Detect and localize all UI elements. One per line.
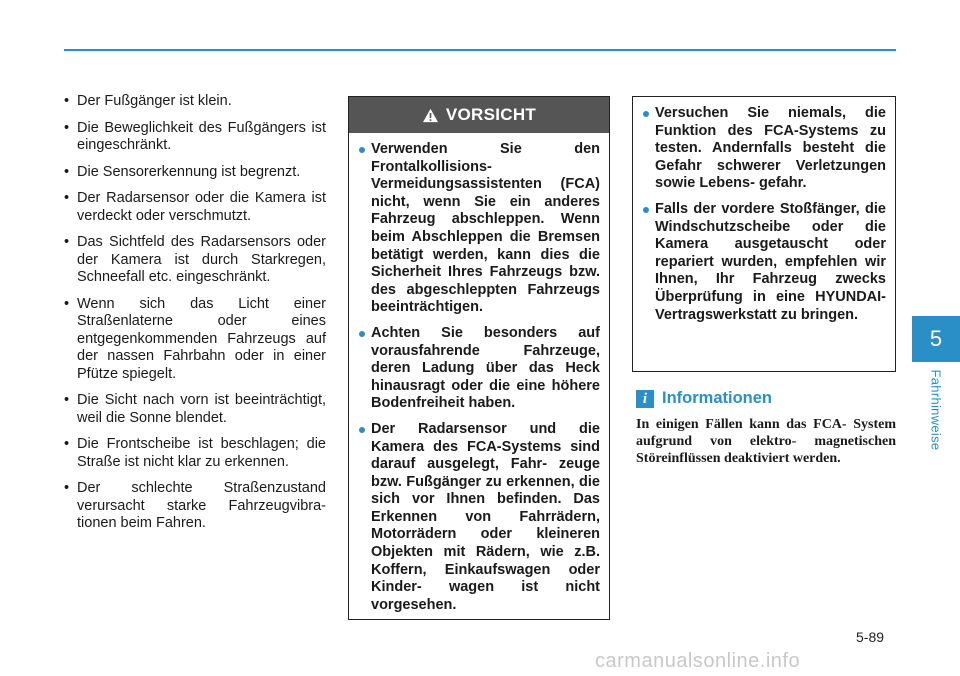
warning-triangle-icon: [422, 108, 439, 123]
information-heading: Informationen: [662, 389, 772, 407]
list-item: • Der Radarsensor oder die Kamera ist verdeckt oder verschmutzt.: [62, 190, 326, 225]
page-number: 5-89: [856, 629, 885, 645]
list-item: • Die Sicht nach vorn ist beeinträchtigt, weil die Sonne blendet.: [62, 392, 326, 427]
caution-box: [348, 96, 610, 620]
condition-list: [62, 93, 326, 533]
left-column: [62, 93, 326, 542]
caution-item: Verwenden Sie den Frontalkollisions- Vermeidungsassistenten (FCA) nicht, wenn Sie ein anderes Fahrzeug abschleppen. Wenn beim Abschleppen die Bremsen betätigt werden, kann dies die Sicherheit Ihres Fahrzeugs bzw. des abgeschleppten Fahrzeugs beeinträchtigen.: [358, 141, 600, 317]
caution-header: [349, 97, 609, 133]
caution-continued-box: [632, 96, 896, 372]
information-block: [636, 389, 896, 467]
watermark: carmanualsonline.info: [595, 650, 801, 672]
info-icon: i: [636, 390, 654, 408]
information-text: In einigen Fällen kann das FCA- System aufgrund von elektro- magnetischen Störeinflüssen deaktiviert werden.: [636, 417, 896, 466]
chapter-tab[interactable]: [912, 316, 960, 362]
caution-continued-list: [642, 105, 886, 324]
top-rule: [64, 49, 896, 51]
list-item: • Die Frontscheibe ist beschlagen; die Straße ist nicht klar zu erkennen.: [62, 436, 326, 471]
chapter-label: Fahrhinweise: [928, 369, 944, 451]
chapter-number: 5: [929, 326, 943, 351]
caution-list: [349, 133, 609, 614]
caution-item: Falls der vordere Stoßfänger, die Windschutzscheibe oder die Kamera ausgetauscht oder repariert wurden, empfehlen wir Ihnen, Ihr Fahrzeug zwecks Überprüfung in eine HYUNDAI-Vertragswerkstatt zu bringen.: [642, 201, 886, 324]
list-item: • Die Beweglichkeit des Fußgängers ist eingeschränkt.: [62, 120, 326, 155]
list-item: • Das Sichtfeld des Radarsensors oder der Kamera ist durch Starkregen, Schneefall etc. eingeschränkt.: [62, 234, 326, 287]
list-item: • Wenn sich das Licht einer Straßenlaterne oder eines entgegenkommenden Fahrzeugs auf der nassen Fahrbahn oder in einer Pfütze spiegelt.: [62, 296, 326, 384]
caution-title: VORSICHT: [445, 105, 537, 124]
caution-item: Achten Sie besonders auf vorausfahrende Fahrzeuge, deren Ladung über das Heck hinausragt oder die eine höhere Bodenfreiheit haben.: [358, 325, 600, 413]
list-item: • Die Sensorerkennung ist begrenzt.: [62, 164, 326, 182]
information-title: [636, 389, 896, 408]
list-item: • Der schlechte Straßenzustand verursacht starke Fahrzeugvibra- tionen beim Fahren.: [62, 480, 326, 533]
caution-item: Versuchen Sie niemals, die Funktion des FCA-Systems zu testen. Andernfalls besteht die Gefahr schwerer Verletzungen sowie Lebens- gefahr.: [642, 105, 886, 193]
caution-item: Der Radarsensor und die Kamera des FCA-Systems sind darauf ausgelegt, Fahr- zeuge bzw. Fußgänger zu erkennen, die sich vor Ihnen befinden. Das Erkennen von Fahrrädern, Motorrädern oder kleineren Objekten mit Rädern, wie z.B. Koffern, Einkaufswagen oder Kinder- wagen ist nicht vorgesehen.: [358, 421, 600, 615]
list-item: • Der Fußgänger ist klein.: [62, 93, 326, 111]
